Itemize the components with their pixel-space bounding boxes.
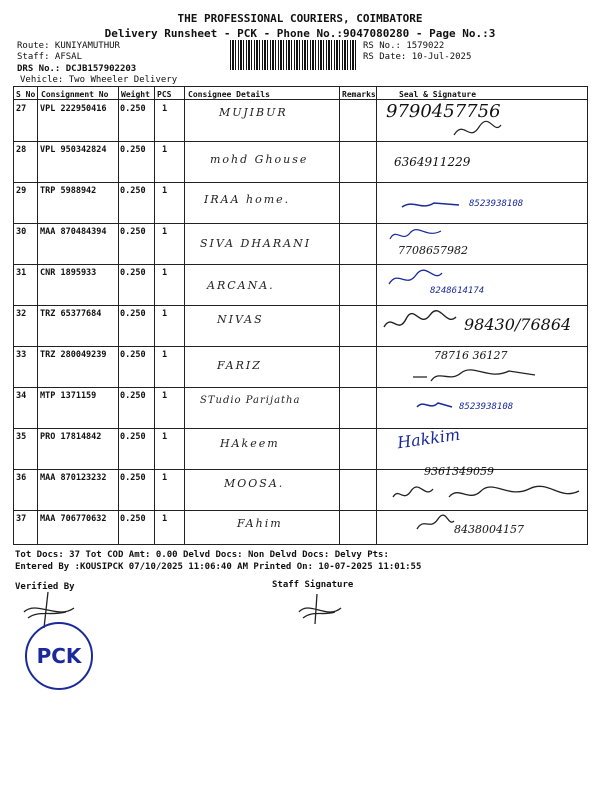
signature-scribble <box>386 225 446 245</box>
signature-scribble <box>409 365 539 387</box>
consignee-handwriting: FARIZ <box>217 359 262 372</box>
col-weight: Weight <box>121 90 150 99</box>
seal-phone-handwriting: 98430/76864 <box>464 315 572 334</box>
cell-sno: 34 <box>16 391 27 401</box>
runsheet-subtitle: Delivery Runsheet - PCK - Phone No.:9047080280 - Page No.:3 <box>104 27 496 40</box>
cell-weight: 0.250 <box>120 309 146 319</box>
cell-pcs: 1 <box>162 227 168 237</box>
cell-consignment-no: TRZ 280049239 <box>40 350 107 360</box>
seal-phone-handwriting: 7708657982 <box>398 244 468 257</box>
cell-weight: 0.250 <box>120 145 146 155</box>
cell-weight: 0.250 <box>120 227 146 237</box>
cell-consignment-no: MAA 870484394 <box>40 227 107 237</box>
seal-phone-handwriting: 8523938108 <box>459 402 514 412</box>
cell-weight: 0.250 <box>120 473 146 483</box>
seal-phone-handwriting: 8523938108 <box>469 199 524 209</box>
cell-weight: 0.250 <box>120 432 146 442</box>
cell-sno: 36 <box>16 473 27 483</box>
signature-scribble <box>386 269 446 291</box>
seal-phone-handwriting: 78716 36127 <box>434 349 508 362</box>
cell-consignment-no: MTP 1371159 <box>40 391 97 401</box>
seal-phone-handwriting: 8248614174 <box>430 286 485 296</box>
col-pcs: PCS <box>157 90 172 99</box>
cell-sno: 27 <box>16 104 27 114</box>
cell-pcs: 1 <box>162 391 168 401</box>
cell-consignment-no: VPL 222950416 <box>40 104 107 114</box>
rs-date: RS Date: 10-Jul-2025 <box>363 52 472 62</box>
signature-scribble <box>399 195 464 215</box>
signature-scribble <box>389 483 584 507</box>
cell-consignment-no: VPL 950342824 <box>40 145 107 155</box>
consignee-handwriting: HAkeem <box>220 437 280 450</box>
cell-pcs: 1 <box>162 432 168 442</box>
cell-pcs: 1 <box>162 473 168 483</box>
col-consignee: Consignee Details <box>188 90 270 99</box>
totals-line: Tot Docs: 37 Tot COD Amt: 0.00 Delvd Docs: Non Delvd Docs: Delvy Pts: <box>15 550 389 560</box>
cell-consignment-no: MAA 870123232 <box>40 473 107 483</box>
cell-sno: 29 <box>16 186 27 196</box>
cell-pcs: 1 <box>162 350 168 360</box>
cell-weight: 0.250 <box>120 350 146 360</box>
cell-weight: 0.250 <box>120 391 146 401</box>
consignee-handwriting: SIVA DHARANI <box>200 237 312 250</box>
consignee-handwriting: ARCANA. <box>207 279 275 292</box>
col-consignment: Consignment No <box>41 90 109 99</box>
cell-sno: 32 <box>16 309 27 319</box>
consignee-handwriting: MUJIBUR <box>219 106 288 119</box>
seal-phone-handwriting: 9361349059 <box>424 465 494 478</box>
cell-sno: 37 <box>16 514 27 524</box>
vehicle-label: Vehicle: Two Wheeler Delivery <box>20 75 178 85</box>
staff-label: Staff: AFSAL <box>17 52 83 62</box>
seal-phone-handwriting: 8438004157 <box>454 523 524 536</box>
cell-consignment-no: MAA 706770632 <box>40 514 107 524</box>
pck-stamp: PCK <box>25 622 93 690</box>
consignee-handwriting: STudio Parijatha <box>200 395 301 406</box>
cell-consignment-no: CNR 1895933 <box>40 268 97 278</box>
cell-weight: 0.250 <box>120 268 146 278</box>
seal-phone-handwriting: 6364911229 <box>394 155 471 169</box>
cell-pcs: 1 <box>162 186 168 196</box>
cell-sno: 33 <box>16 350 27 360</box>
company-title: THE PROFESSIONAL COURIERS, COIMBATORE <box>177 12 423 25</box>
delivery-table <box>13 86 588 545</box>
consignee-handwriting: FAhim <box>237 517 283 530</box>
cell-pcs: 1 <box>162 104 168 114</box>
cell-consignment-no: PRO 17814842 <box>40 432 102 442</box>
cell-sno: 35 <box>16 432 27 442</box>
cell-pcs: 1 <box>162 309 168 319</box>
consignee-handwriting: MOOSA. <box>224 477 285 490</box>
seal-phone-handwriting: Hakkim <box>395 424 462 453</box>
cell-pcs: 1 <box>162 268 168 278</box>
verified-by-label: Verified By <box>15 582 75 592</box>
drs-number: DRS No.: DCJB157902203 <box>17 64 137 74</box>
staff-signature <box>295 592 345 626</box>
rs-number: RS No.: 1579022 <box>363 41 445 51</box>
col-remarks: Remarks <box>342 90 376 99</box>
cell-consignment-no: TRP 5988942 <box>40 186 97 196</box>
cell-weight: 0.250 <box>120 104 146 114</box>
consignee-handwriting: NIVAS <box>217 313 264 326</box>
cell-sno: 30 <box>16 227 27 237</box>
cell-consignment-no: TRZ 65377684 <box>40 309 102 319</box>
signature-scribble <box>414 513 456 535</box>
consignee-handwriting: IRAA home. <box>204 193 291 206</box>
cell-pcs: 1 <box>162 514 168 524</box>
cell-sno: 28 <box>16 145 27 155</box>
cell-pcs: 1 <box>162 145 168 155</box>
barcode <box>230 40 357 70</box>
route-label: Route: KUNIYAMUTHUR <box>17 41 120 51</box>
cell-weight: 0.250 <box>120 186 146 196</box>
seal-phone-handwriting: 9790457756 <box>386 101 501 122</box>
staff-signature-label: Staff Signature <box>272 580 354 590</box>
col-sno: S No <box>16 90 36 99</box>
entered-by-line: Entered By :KOUSIPCK 07/10/2025 11:06:40 AM Printed On: 10-07-2025 11:01:55 <box>15 562 422 572</box>
col-seal: Seal & Signature <box>399 90 477 99</box>
cell-sno: 31 <box>16 268 27 278</box>
consignee-handwriting: mohd Ghouse <box>210 153 309 166</box>
signature-scribble <box>380 309 460 339</box>
signature-scribble <box>414 395 454 415</box>
cell-weight: 0.250 <box>120 514 146 524</box>
